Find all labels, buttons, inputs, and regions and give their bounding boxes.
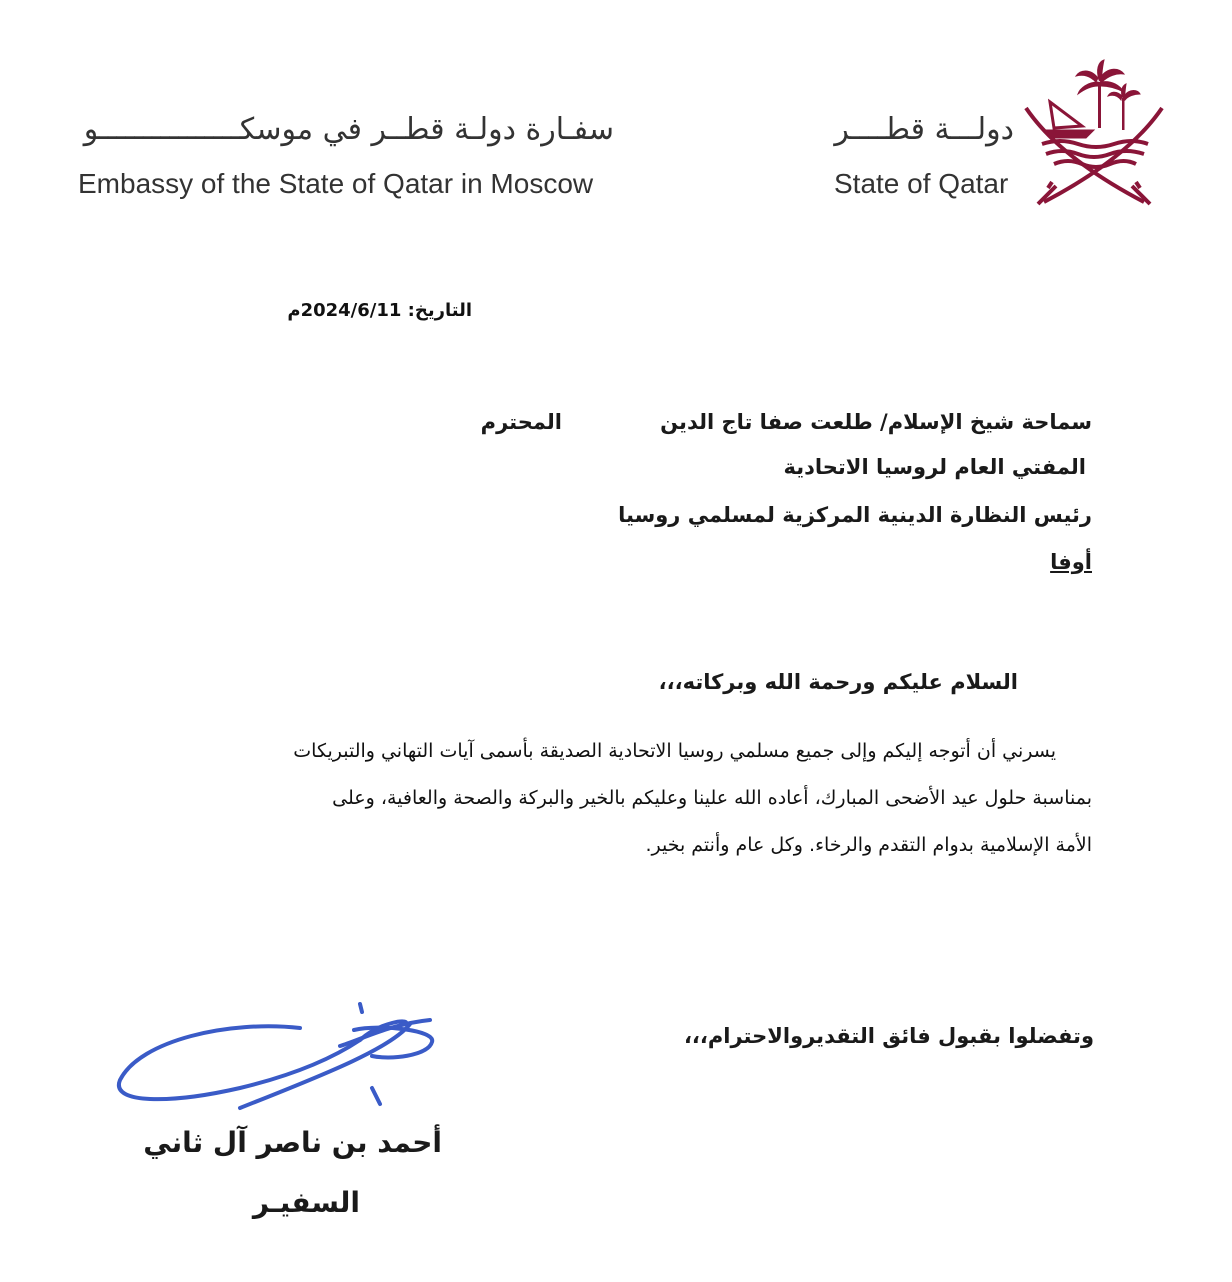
state-title-english: State of Qatar [834, 168, 1009, 199]
handwritten-signature [110, 1000, 450, 1120]
recipient-city: أوفا [1050, 550, 1092, 574]
signatory-title: السفيـر [252, 1186, 360, 1219]
date-line [287, 300, 472, 321]
state-title-arabic: دولـــة قطــــر [834, 112, 1014, 147]
date-value: 2024/6/11م [287, 300, 402, 321]
recipient-name: سماحة شيخ الإسلام/ طلعت صفا تاج الدين [660, 410, 1092, 434]
recipient-organization: رئيس النظارة الدينية المركزية لمسلمي روسيا [618, 503, 1092, 527]
body-line-3: الأمة الإسلامية بدوام التقدم والرخاء. وكل عام وأنتم بخير. [645, 834, 1092, 856]
qatar-emblem-icon [1020, 58, 1168, 208]
date-label: التاريخ: [407, 300, 472, 321]
closing: وتفضلوا بقبول فائق التقديروالاحترام،،، [683, 1024, 1094, 1048]
embassy-title-english: Embassy of the State of Qatar in Moscow [78, 168, 594, 199]
greeting: السلام عليكم ورحمة الله وبركاته،،، [658, 670, 1018, 694]
recipient-title: المفتي العام لروسيا الاتحادية [783, 455, 1086, 479]
embassy-title-arabic: سفـارة دولـة قطــر في موسكــــــــــــــــو [83, 112, 614, 147]
body-line-2: بمناسبة حلول عيد الأضحى المبارك، أعاده الله علينا وعليكم بالخير والبركة والصحة والعافية، وعلى [332, 787, 1092, 809]
signatory-name: أحمد بن ناصر آل ثاني [143, 1126, 442, 1159]
body-line-1: يسرني أن أتوجه إليكم وإلى جميع مسلمي روسيا الاتحادية الصديقة بأسمى آيات التهاني والتبريكات [293, 740, 1056, 762]
recipient-honorific: المحترم [480, 410, 562, 434]
